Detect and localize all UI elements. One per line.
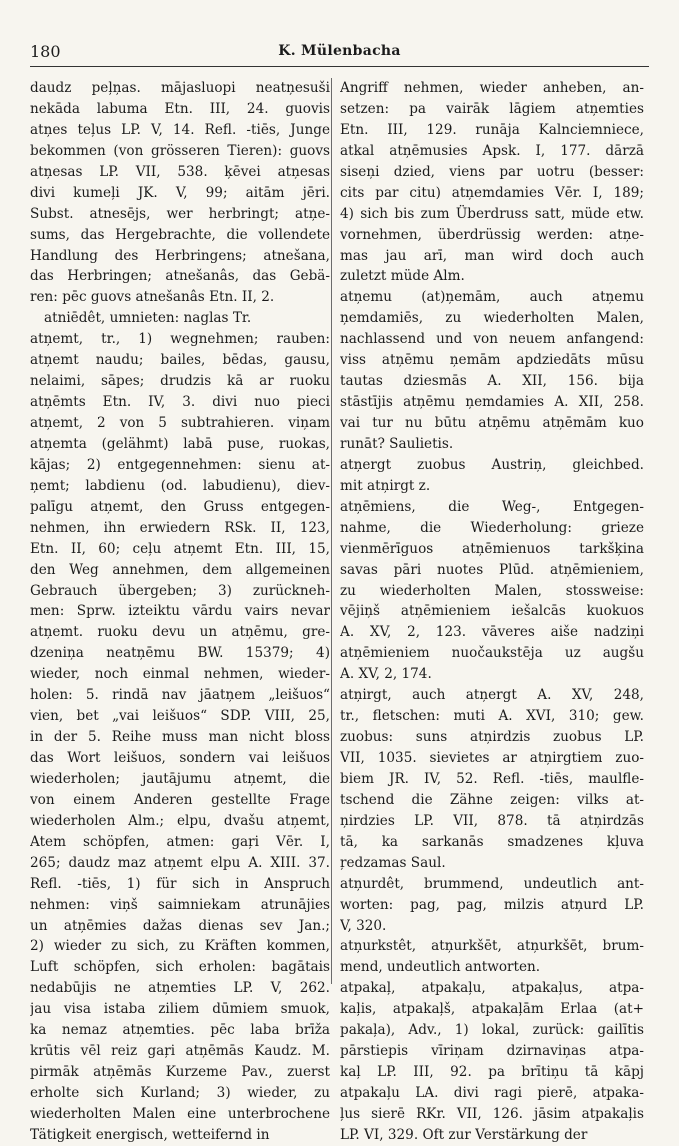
left-column-line: wiederholen; jautājumu atņemt, die <box>30 770 330 787</box>
left-column-line: Atem schöpfen, atmen: gaŗi Vēr. I, <box>30 833 330 850</box>
left-column-line: nelaimi, sāpes; drudzis kā ar ruoku <box>30 373 330 390</box>
left-column-line: nehmen, ihn erwiedern RSk. II, 123, <box>30 519 330 536</box>
left-column-line: Etn. II, 60; ceļu atņemt Etn. III, 15, <box>30 540 330 557</box>
left-column-line: ka nemaz atņemties. pēc laba brīža <box>30 1022 330 1039</box>
right-column-line: mas jau arī, man wird doch auch <box>340 247 644 264</box>
right-column-line: ņirdzies LP. VII, 878. tā atņirdzās <box>340 812 644 829</box>
left-column-line: atniēdêt, umnieten: naglas Tr. <box>44 310 252 327</box>
right-column-line: tr., fletschen: muti A. XVI, 310; gew. <box>340 708 644 725</box>
right-column-line: atņēmiens, die Weg-, Entgegen- <box>340 498 644 515</box>
right-column-line: kaļis, atpakaļš, atpakaļām Erlaa (at+ <box>340 1001 644 1018</box>
left-column-line: wieder, noch einmal nehmen, wieder- <box>30 666 330 683</box>
left-column-line: atņemt. ruoku devu un atņēmu, gre- <box>30 624 330 641</box>
right-column-line: 4) sich bis zum Überdruss satt, müde etw. <box>340 205 644 222</box>
right-column-line: zuobus: suns atņirdzis zuobus LP. <box>340 729 644 746</box>
right-column-line: tautas dziesmās A. XII, 156. bija <box>340 373 644 390</box>
left-column-line: erholte sich Kurland; 3) wieder, zu <box>30 1085 330 1101</box>
left-column-line: dzeniņa neatņēmu BW. 15379; 4) <box>30 645 330 662</box>
left-column <box>30 78 330 1146</box>
right-column-line: ņemdamiēs, zu wiederholten Malen, <box>340 310 644 327</box>
right-column-line: VII, 1035. sievietes ar atņirgtiem zuo- <box>340 750 644 766</box>
left-column-line: sums, das Hergebrachte, die vollendete <box>30 226 330 243</box>
left-column-line: palīgu atņemt, den Gruss entgegen- <box>30 498 330 515</box>
right-column-line: vornehmen, überdrüssig werden: atņe- <box>340 226 644 243</box>
right-column-line: A. XV, 2, 123. vāveres aiše nadziņi <box>340 624 644 641</box>
left-column-line: nedabūjis ne atņemties LP. V, 262. <box>30 980 330 997</box>
left-column-line: atņemta (gelähmt) labā puse, ruokas, <box>30 435 330 452</box>
left-column-line: atņemt naudu; bailes, bēdas, gausu, <box>30 352 330 369</box>
left-column-line: divi kumeļi JK. V, 99; aitām jēri. <box>30 184 330 201</box>
left-column-line: Gebrauch übergeben; 3) zurücknеh- <box>30 582 330 599</box>
right-column-line: atņurdêt, brummend, undeutlich ant- <box>340 875 644 892</box>
left-column-line: den Weg annehmen, dem allgemeinen <box>30 561 330 578</box>
left-column-line: jau visa istaba ziliem dūmiem smuok, <box>30 1001 330 1018</box>
right-column-line: tschend die Zähne zeigen: vilks at- <box>340 791 644 808</box>
right-column-line: zu wiederholten Malen, stossweise: <box>340 582 644 599</box>
right-column-line: ŗedzamas Saul. <box>340 854 446 871</box>
right-column-line: nahme, die Wiederholung: grieze <box>340 519 644 536</box>
left-column-line: men: Sprw. izteiktu vārdu vairs nevar <box>30 603 330 620</box>
right-column-line: atpakaļ, atpakaļu, atpakaļus, atpa- <box>340 980 644 997</box>
left-column-line: bekommen (von grösseren Tieren): guovs <box>30 142 330 159</box>
right-column-line: savas pāri nuotes Plūd. atņēmieniem, <box>340 561 644 578</box>
right-column-line: pakaļa), Adv., 1) lokal, zurück: gailītis <box>340 1022 644 1039</box>
right-column-line: V, 320. <box>340 917 387 934</box>
left-column-line: atņemt, tr., 1) wegnehmen; rauben: <box>30 331 330 348</box>
right-column-line: nachlassend und von neuem anfangend: <box>340 331 644 348</box>
right-column-line: viss atņēmu ņemām apdziedāts mūsu <box>340 352 644 369</box>
right-column-line: Angriff nehmen, wieder anheben, an- <box>340 80 644 96</box>
left-column-line: kājas; 2) entgegennehmen: sienu at- <box>30 456 330 473</box>
left-column-line: das Herbringen; atnešanâs, das Gebä- <box>30 268 330 285</box>
right-column <box>340 78 644 1146</box>
left-column-line: Luft schöpfen, sich erholen: bagātais <box>30 959 330 976</box>
left-column-line: atņēmts Etn. IV, 3. divi nuo pieci <box>30 394 330 411</box>
left-column-line: un atņēmies dažas dienas sev Jan.; <box>30 917 330 934</box>
left-column-line: das Wort leišuos, sondern vai leišuos <box>30 750 330 766</box>
left-column-line: atņes teļus LP. V, 14. Refl. -tiēs, Junge <box>30 121 330 138</box>
right-column-line: LP. VI, 329. Oft zur Verstärkung der <box>340 1126 588 1143</box>
left-column-line: daudz peļņas. mājasluopi neatņesuši <box>30 80 330 96</box>
left-column-line: krūtis vēl reiz gaŗi atņēmās Kaudz. M. <box>30 1043 330 1060</box>
right-column-line: stāstījis atņēmu ņemdamies A. XII, 258. <box>340 394 644 411</box>
left-column-line: Tätigkeit energisch, wetteifernd in <box>30 1126 270 1143</box>
right-column-line: atņurkstêt, atņurkšēt, atņurkšēt, brum- <box>340 938 644 955</box>
right-column-line: cits par citu) atņemdamies Vēr. I, 189; <box>340 184 644 201</box>
right-column-line: A. XV, 2, 174. <box>340 666 432 683</box>
running-head <box>30 40 649 67</box>
right-column-line: tā, ka sarkanās smadzenes kļuva <box>340 833 644 850</box>
left-column-line: vien, bet „vai leišuos“ SDP. VIII, 25, <box>30 708 330 725</box>
right-column-line: setzen: pa vairāk lāgiem atņemties <box>340 100 644 117</box>
right-column-line: zuletzt müde Alm. <box>340 268 465 285</box>
left-column-line: Refl. -tiēs, 1) für sich in Anspruch <box>30 875 330 892</box>
left-column-line: ņemt; labdienu (od. labudienu), diev- <box>30 477 330 494</box>
right-column-line: atņemu (at)ņemām, auch atņemu <box>340 289 644 306</box>
left-column-line: atņemt, 2 von 5 subtrahieren. viņam <box>30 415 330 431</box>
right-column-line: vienmērīguos atņēmienuos tarkšķina <box>340 540 644 557</box>
right-column-line: atņergt zuobus Austriņ, gleichbed. <box>340 456 644 473</box>
column-divider <box>331 78 332 984</box>
right-column-line: biem JR. IV, 52. Refl. -tiēs, maulfle- <box>340 770 644 787</box>
left-column-line: nekāda labuma Etn. III, 24. guovis <box>30 100 330 117</box>
left-column-line: wiederholten Malen eine unterbrochene <box>30 1105 330 1122</box>
left-column-line: nehmen: viņš saimniekam atrunājies <box>30 896 330 913</box>
left-column-line: holen: 5. rindā nav jāatņem „leišuos“ <box>30 687 330 704</box>
right-column-line: mit atņirgt z. <box>340 477 431 494</box>
left-column-line: in der 5. Reihe muss man nicht bloss <box>30 729 330 746</box>
right-column-line: mend, undeutlich antworten. <box>340 959 541 976</box>
running-title: K. Mülenbacha <box>278 43 401 59</box>
left-column-line: ren: pēc guovs atnešanâs Etn. II, 2. <box>30 289 275 306</box>
right-column-line: Etn. III, 129. runāja Kalnciemniece, <box>340 121 644 138</box>
left-column-line: 2) wieder zu sich, zu Kräften kommen, <box>30 938 330 955</box>
left-column-line: 265; daudz maz atņemt elpu A. XIII. 37. <box>30 854 330 871</box>
right-column-line: atņirgt, auch atņergt A. XV, 248, <box>340 687 644 704</box>
left-column-line: von einem Anderen gestellte Frage <box>30 791 330 808</box>
left-column-line: Subst. atnesējs, wer herbringt; atņe- <box>30 205 330 222</box>
right-column-line: ļus sierē RKr. VII, 126. jāsim atpakaļis <box>340 1105 644 1122</box>
left-column-line: Handlung des Herbringens; atnešana, <box>30 247 330 264</box>
left-column-line: atņesas LP. VII, 538. ķēvei atņesas <box>30 163 330 180</box>
right-column-line: runāt? Saulietis. <box>340 435 454 452</box>
right-column-line: siseņi dzied, viens par uotru (besser: <box>340 163 644 180</box>
right-column-line: atpakaļu LA. divi ragi pierē, atpaka- <box>340 1085 644 1101</box>
right-column-line: worten: pag, pag, milzis atņurd LP. <box>340 896 644 913</box>
right-column-line: kaļ LP. III, 92. pa brītiņu tā kāpj <box>340 1064 644 1081</box>
right-column-line: atkal atņēmusies Apsk. I, 177. dārzā <box>340 142 644 159</box>
page-number: 180 <box>30 42 61 61</box>
left-column-line: wiederholen Alm.; elpu, dvašu atņemt, <box>30 812 330 829</box>
right-column-line: atņēmieniem nuočaukstēja uz augšu <box>340 645 644 662</box>
right-column-line: vējiņš atņēmieniem iešalcās kuokuos <box>340 603 644 620</box>
right-column-line: pārstiepis vīriņam dzirnaviņas atpa- <box>340 1043 644 1060</box>
right-column-line: vai tur nu būtu atņēmu atņēmām kuo <box>340 415 644 431</box>
left-column-line: pirmāk atņēmās Kurzeme Pav., zuerst <box>30 1064 330 1081</box>
